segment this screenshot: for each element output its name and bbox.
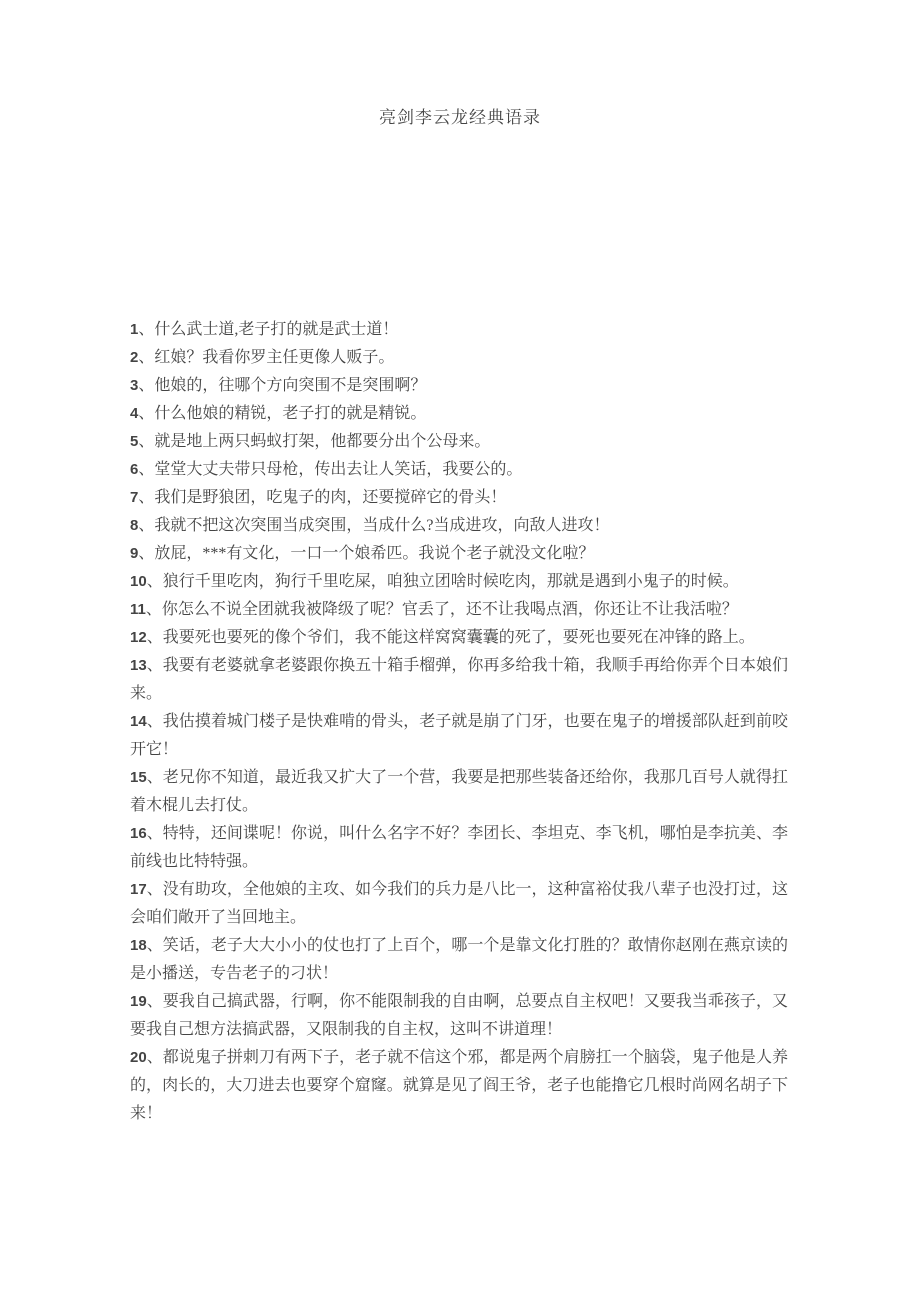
list-item xyxy=(130,988,788,1044)
quote-text: 老兄你不知道，最近我又扩大了一个营，我要是把那些装备还给你，我那几百号人就得扛着木棍儿去打仗。 xyxy=(130,769,788,814)
list-item xyxy=(130,372,788,400)
quote-text: 都说鬼子拼刺刀有两下子，老子就不信这个邪，都是两个肩膀扛一个脑袋，鬼子他是人养的，肉长的，大刀进去也要穿个窟窿。就算是见了阎王爷，老子也能撸它几根时尚网名胡子下来！ xyxy=(130,1049,788,1122)
list-item xyxy=(130,708,788,764)
quote-separator: 、 xyxy=(146,825,163,842)
list-item xyxy=(130,1044,788,1128)
quote-separator: 、 xyxy=(138,349,155,366)
quote-number: 2 xyxy=(130,349,139,366)
list-item xyxy=(130,876,788,932)
quote-number: 3 xyxy=(130,377,139,394)
quote-number: 19 xyxy=(130,993,147,1010)
quote-separator: 、 xyxy=(146,769,163,786)
quote-separator: 、 xyxy=(138,433,155,450)
list-item xyxy=(130,316,788,344)
quote-number: 20 xyxy=(130,1049,147,1066)
quote-number: 7 xyxy=(130,489,139,506)
quote-text: 放屁，***有文化，一口一个娘希匹。我说个老子就没文化啦？ xyxy=(154,545,595,562)
quote-number: 5 xyxy=(130,433,139,450)
quote-number: 6 xyxy=(130,461,139,478)
quote-separator: 、 xyxy=(138,405,155,422)
quote-separator: 、 xyxy=(146,629,163,646)
list-item xyxy=(130,512,788,540)
quote-number: 13 xyxy=(130,657,147,674)
list-item xyxy=(130,820,788,876)
quote-text: 他娘的，往哪个方向突围不是突围啊？ xyxy=(154,377,427,394)
quote-text: 狼行千里吃肉，狗行千里吃屎，咱独立团啥时候吃肉，那就是遇到小鬼子的时候。 xyxy=(162,573,739,590)
quote-number: 4 xyxy=(130,405,139,422)
quote-separator: 、 xyxy=(138,517,155,534)
list-item xyxy=(130,652,788,708)
quote-list xyxy=(130,316,788,1128)
quote-text: 我估摸着城门楼子是快难啃的骨头，老子就是崩了门牙，也要在鬼子的增援部队赶到前咬开它！ xyxy=(130,713,788,758)
quote-number: 8 xyxy=(130,517,139,534)
list-item xyxy=(130,932,788,988)
quote-number: 17 xyxy=(130,881,147,898)
quote-separator: 、 xyxy=(146,657,163,674)
quote-number: 12 xyxy=(130,629,147,646)
quote-text: 没有助攻，全他娘的主攻、如今我们的兵力是八比一，这种富裕仗我八辈子也没打过，这会咱们敞开了当回地主。 xyxy=(130,881,788,926)
list-item xyxy=(130,484,788,512)
quote-separator: 、 xyxy=(138,461,155,478)
quote-separator: 、 xyxy=(146,937,163,954)
list-item xyxy=(130,344,788,372)
quote-separator: 、 xyxy=(145,601,162,618)
quote-text: 堂堂大丈夫带只母枪，传出去让人笑话，我要公的。 xyxy=(154,461,523,478)
quote-number: 15 xyxy=(130,769,147,786)
quote-separator: 、 xyxy=(146,1049,163,1066)
quote-text: 我们是野狼团，吃鬼子的肉，还要搅碎它的骨头！ xyxy=(154,489,507,506)
quote-text: 红娘？我看你罗主任更像人贩子。 xyxy=(154,349,395,366)
quote-number: 9 xyxy=(130,545,139,562)
quote-text: 就是地上两只蚂蚁打架，他都要分出个公母来。 xyxy=(154,433,491,450)
quote-separator: 、 xyxy=(146,713,163,730)
list-item xyxy=(130,456,788,484)
quote-number: 14 xyxy=(130,713,147,730)
page-title: 亮剑李云龙经典语录 xyxy=(379,108,541,127)
quote-number: 1 xyxy=(130,321,139,338)
quote-number: 10 xyxy=(130,573,147,590)
list-item xyxy=(130,428,788,456)
quote-text: 特特，还间谍呢！你说，叫什么名字不好？李团长、李坦克、李飞机，哪怕是李抗美、李前线也比特特强。 xyxy=(130,825,788,870)
quote-separator: 、 xyxy=(138,545,155,562)
quote-separator: 、 xyxy=(138,321,155,338)
quote-text: 我要有老婆就拿老婆跟你换五十箱手榴弹，你再多给我十箱，我顺手再给你弄个日本娘们来。 xyxy=(130,657,788,702)
quote-text: 笑话，老子大大小小的仗也打了上百个，哪一个是靠文化打胜的？敢情你赵刚在燕京读的是小播送，专告老子的刁状！ xyxy=(130,937,788,982)
quote-number: 18 xyxy=(130,937,147,954)
quote-number: 16 xyxy=(130,825,147,842)
quote-text: 我要死也要死的像个爷们，我不能这样窝窝囊囊的死了，要死也要死在冲锋的路上。 xyxy=(162,629,755,646)
list-item xyxy=(130,764,788,820)
quote-separator: 、 xyxy=(146,993,163,1010)
list-item xyxy=(130,596,788,624)
list-item xyxy=(130,540,788,568)
quote-separator: 、 xyxy=(138,377,155,394)
quote-separator: 、 xyxy=(138,489,155,506)
quote-separator: 、 xyxy=(146,573,163,590)
list-item xyxy=(130,400,788,428)
quote-separator: 、 xyxy=(146,881,163,898)
list-item xyxy=(130,568,788,596)
quote-number: 11 xyxy=(130,601,146,618)
quote-text: 要我自己搞武器，行啊，你不能限制我的自由啊，总要点自主权吧！又要我当乖孩子，又要我自己想方法搞武器，又限制我的自主权，这叫不讲道理！ xyxy=(130,993,788,1038)
quote-text: 你怎么不说全团就我被降级了呢？官丢了，还不让我喝点酒，你还让不让我活啦？ xyxy=(161,601,738,618)
list-item xyxy=(130,624,788,652)
quote-text: 什么他娘的精锐，老子打的就是精锐。 xyxy=(154,405,427,422)
quote-text: 什么武士道,老子打的就是武士道！ xyxy=(154,321,399,338)
quote-text: 我就不把这次突围当成突围，当成什么?当成进攻，向敌人进攻！ xyxy=(154,517,610,534)
